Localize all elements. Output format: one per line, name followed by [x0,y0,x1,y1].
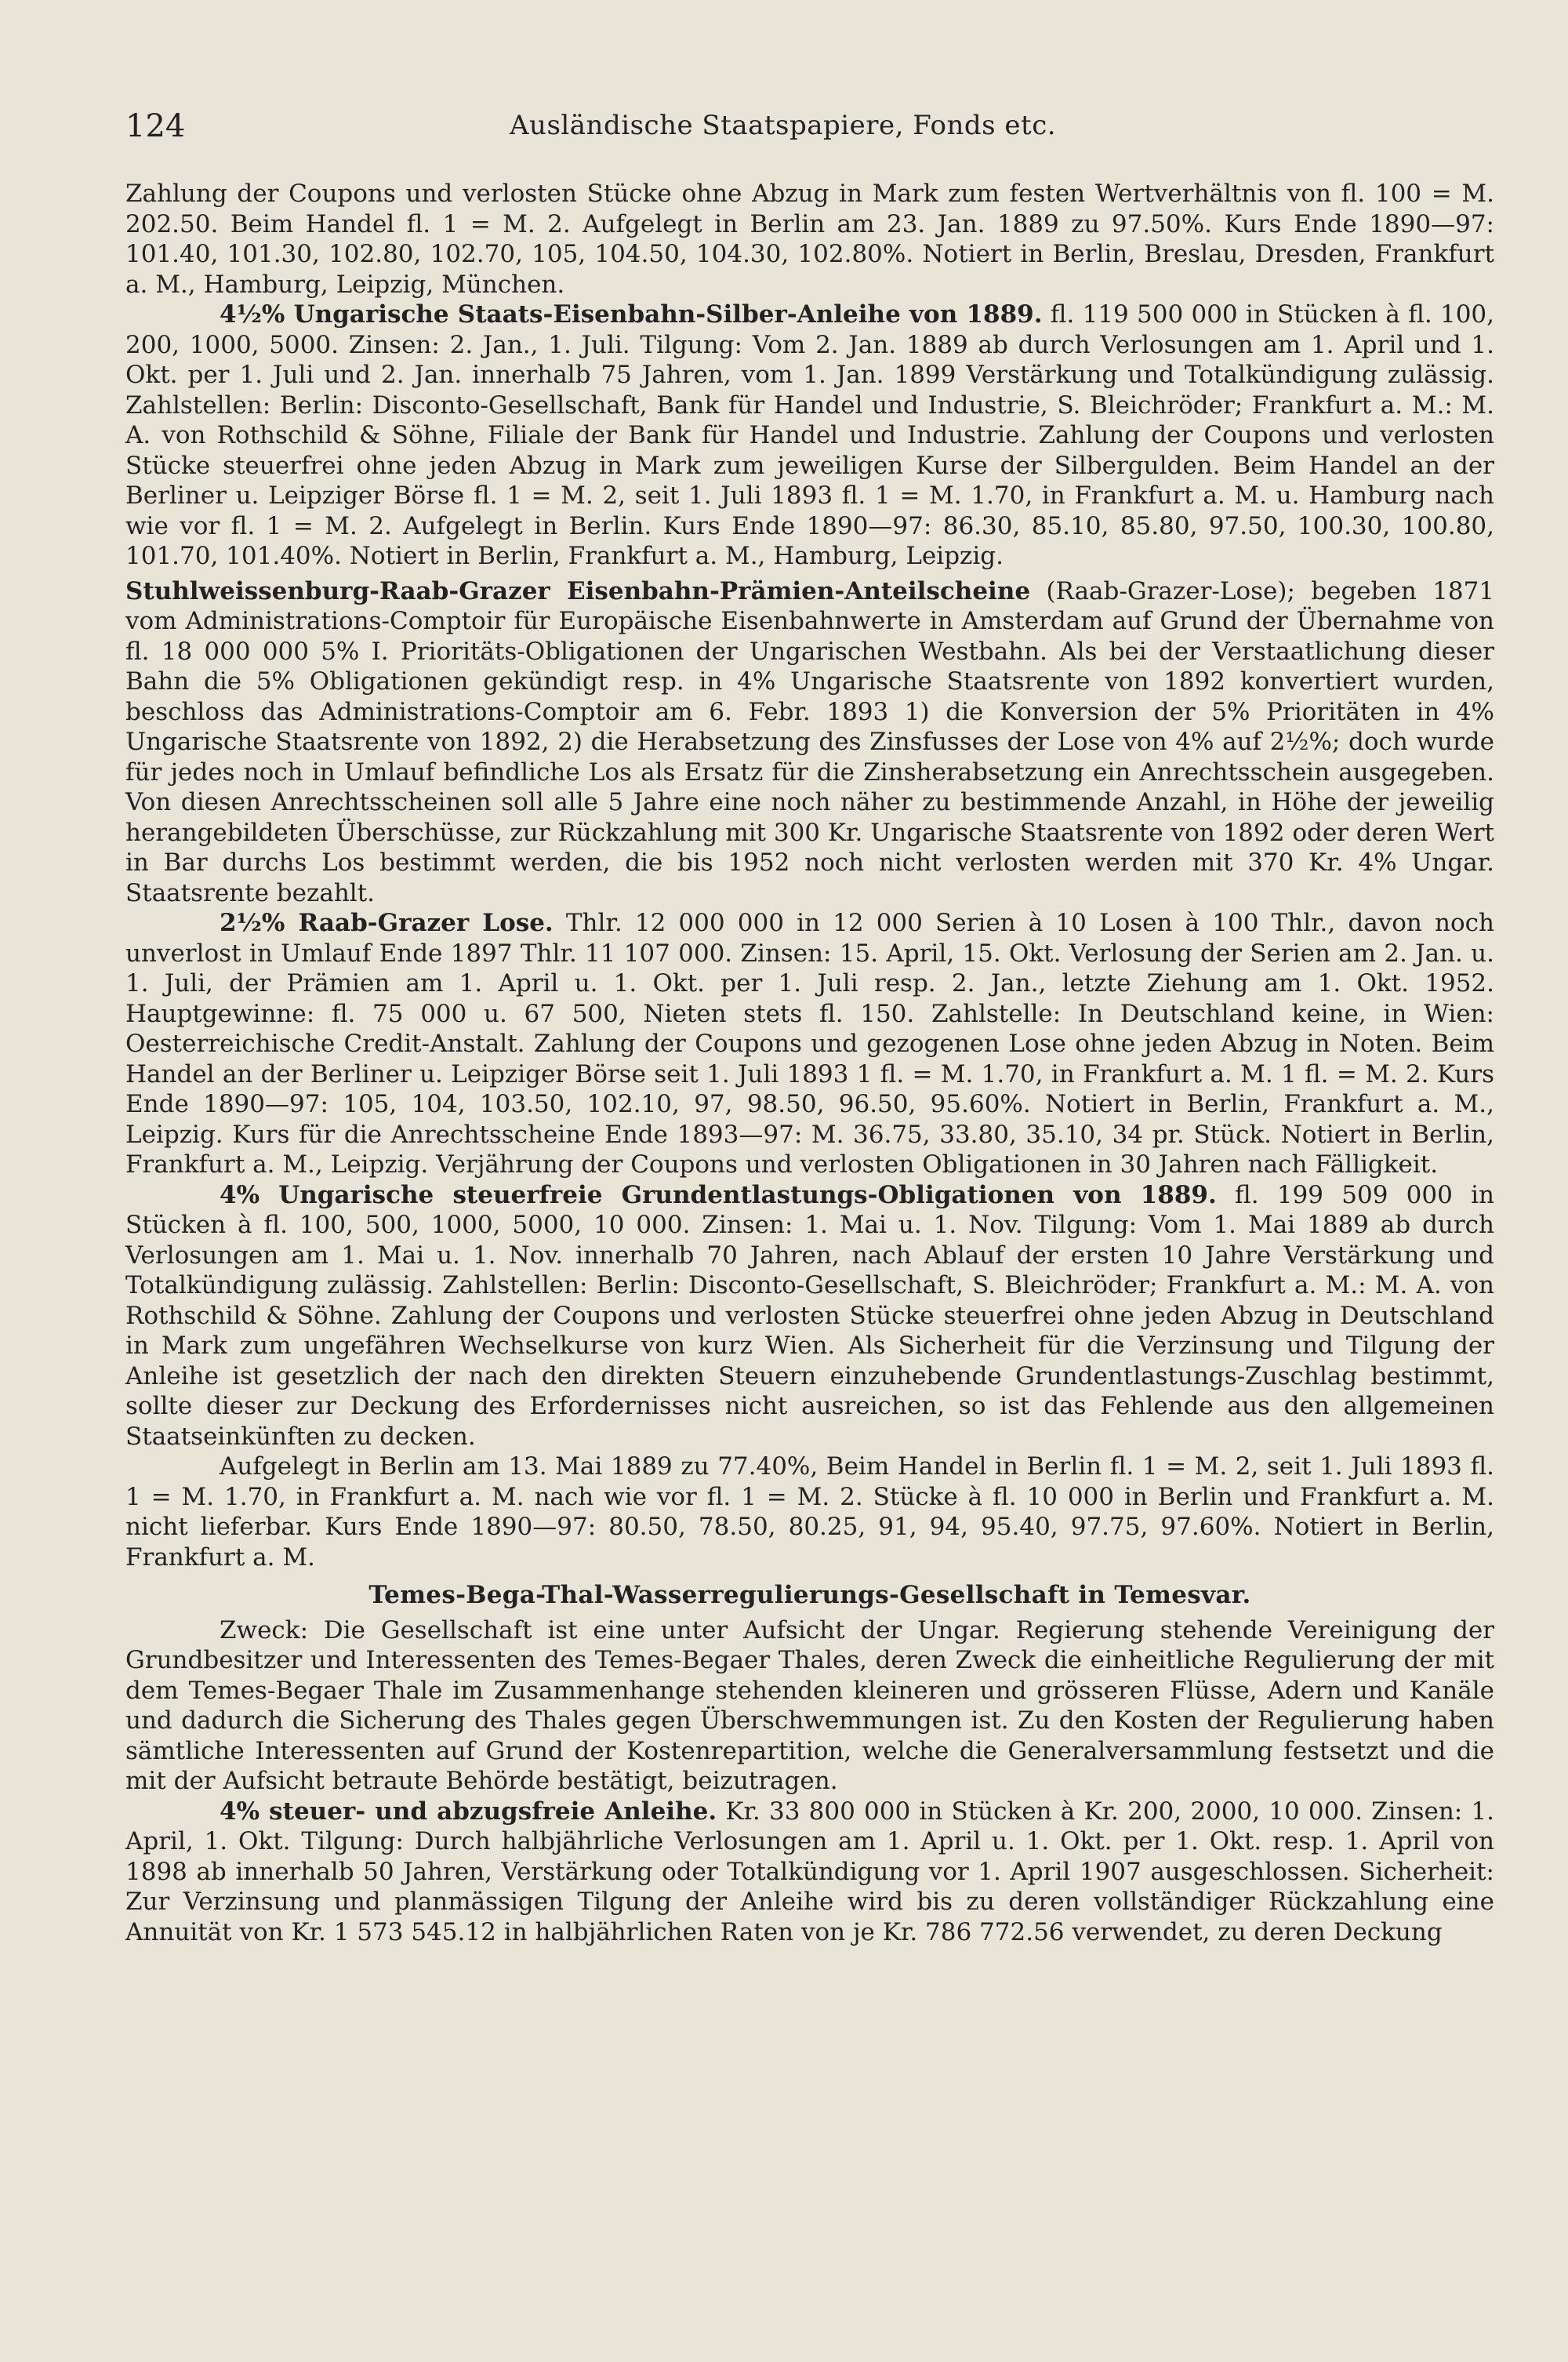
entry-body: Kr. 33 800 000 in Stücken à Kr. 200, 2000, 10 000. Zinsen: 1. April, 1. Okt. Tilgung: Durch halbjährliche Verlosungen am 1. April u. 1. Okt. per 1. Okt. resp. 1. April von 1898 ab innerhalb 50 Jahren, Verstärkung oder Totalkündigung vor 1. April 1907 ausgeschlossen. Sicherheit: Zur Verzinsung und planmässigen Tilgung der Anleihe wird bis zu deren vollständiger Rückzahlung eine Annuität von Kr. 1 573 545.12 in halbjährlichen Raten von je Kr. 786 772.56 verwendet, zu deren Deckung [125,1797,1495,1946]
entry-raab-grazer-lose [125,908,1494,1180]
entry-title: 4% Ungarische steuerfreie Grundentlastungs-Obligationen von 1889. [220,1180,1217,1209]
page-header [125,108,1505,147]
entry-ungarische-silber-anleihe [125,300,1494,572]
entry-body: fl. 119 500 000 in Stücken à fl. 100, 200, 1000, 5000. Zinsen: 2. Jan., 1. Juli. Tilgung: Vom 2. Jan. 1889 ab durch Verlosungen am 1. April und 1. Okt. per 1. Juli und 2. Jan. innerhalb 75 Jahren, vom 1. Jan. 1899 Verstärkung und Totalkündigung zulässig. Zahlstellen: Berlin: Disconto-Gesellschaft, Bank für Handel und Industrie, S. Bleichröder; Frankfurt a. M.: M. A. von Rothschild & Söhne, Filiale der Bank für Handel und Industrie. Zahlung der Coupons und verlosten Stücke steuerfrei ohne jeden Abzug in Mark zum jeweiligen Kurse der Silbergulden. Beim Handel an der Berliner u. Leipziger Börse fl. 1 = M. 2, seit 1. Juli 1893 fl. 1 = M. 1.70, in Frankfurt a. M. u. Hamburg nach wie vor fl. 1 = M. 2. Aufgelegt in Berlin. Kurs Ende 1890—97: 86.30, 85.10, 85.80, 97.50, 100.30, 100.80, 101.70, 101.40%. Notiert in Berlin, Frankfurt a. M., Hamburg, Leipzig. [125,300,1494,570]
entry-grundentlastungs-obligationen [125,1180,1494,1452]
paragraph-zweck: Zweck: Die Gesellschaft ist eine unter Aufsicht der Ungar. Regierung stehende Vereinigung der Grundbesitzer und Interessenten des Temes-Begaer Thales, deren Zweck die einheitliche Regulierung der mit dem Temes-Begaer Thale im Zusammenhange stehenden kleineren und grösseren Flüsse, Adern und Kanäle und dadurch die Sicherung des Thales gegen Überschwemmungen ist. Zu den Kosten der Regulierung haben sämtliche Interessenten auf Grund der Kostenrepartition, welche die Generalversammlung festsetzt und die mit der Aufsicht betraute Behörde bestätigt, beizutragen. [125,1615,1494,1795]
section-heading: Temes-Bega-Thal-Wasserregulierungs-Gesellschaft in Temesvar. [368,1581,1251,1609]
page-number: 124 [125,108,186,144]
entry-raab-grazer-anteilscheine [125,576,1494,909]
entry-body: (Raab-Grazer-Lose); begeben 1871 vom Administrations-Comptoir für Europäische Eisenbahnwerte in Amsterdam auf Grund der Übernahme von fl. 18 000 000 5% I. Prioritäts-Obligationen der Ungarischen Westbahn. Als bei der Verstaatlichung dieser Bahn die 5% Obligationen gekündigt resp. in 4% Ungarische Staatsrente von 1892 konvertiert wurden, beschloss das Administrations-Comptoir am 6. Febr. 1893 1) die Konversion der 5% Prioritäten in 4% Ungarische Staatsrente von 1892, 2) die Herabsetzung des Zinsfusses der Lose von 4% auf 2½%; doch wurde für jedes noch in Umlauf befindliche Los als Ersatz für die Zinsherabsetzung ein Anrechtsschein ausgegeben. Von diesen Anrechtsscheinen soll alle 5 Jahre eine noch näher zu bestimmende Anzahl, in Höhe der jeweilig herangebildeten Überschüsse, zur Rückzahlung mit 300 Kr. Ungarische Staatsrente von 1892 oder deren Wert in Bar durchs Los bestimmt werden, die bis 1952 noch nicht verlosten werden mit 370 Kr. 4% Ungar. Staatsrente bezahlt. [125,576,1495,907]
entry-temes-bega-anleihe [125,1797,1494,1948]
paragraph-aufgelegt: Aufgelegt in Berlin am 13. Mai 1889 zu 77.40%, Beim Handel in Berlin fl. 1 = M. 2, seit 1. Juli 1893 fl. 1 = M. 1.70, in Frankfurt a. M. nach wie vor fl. 1 = M. 2. Stücke à fl. 10 000 in Berlin und Frankfurt a. M. nicht lieferbar. Kurs Ende 1890—97: 80.50, 78.50, 80.25, 91, 94, 95.40, 97.75, 97.60%. Notiert in Berlin, Frankfurt a. M. [125,1452,1494,1572]
entry-body: fl. 199 509 000 in Stücken à fl. 100, 500, 1000, 5000, 10 000. Zinsen: 1. Mai u. 1. Nov. Tilgung: Vom 1. Mai 1889 ab durch Verlosungen am 1. Mai u. 1. Nov. innerhalb 70 Jahren, nach Ablauf der ersten 10 Jahre Verstärkung und Totalkündigung zulässig. Zahlstellen: Berlin: Disconto-Gesellschaft, S. Bleichröder; Frankfurt a. M.: M. A. von Rothschild & Söhne. Zahlung der Coupons und verlosten Stücke steuerfrei ohne jeden Abzug in Deutschland in Mark zum ungefähren Wechselkurse von kurz Wien. Als Sicherheit für die Verzinsung und Tilgung der Anleihe ist gesetzlich der nach den direkten Steuern einzuhebende Grundentlastungs-Zuschlag bestimmt, sollte dieser zur Deckung des Erfordernisses nicht ausreichen, so ist das Fehlende aus den allgemeinen Staatseinkünften zu decken. [125,1180,1494,1451]
entry-title: 2½% Raab-Grazer Lose. [220,909,554,937]
entry-title: 4% steuer- und abzugsfreie Anleihe. [220,1797,717,1826]
entry-title: Stuhlweissenburg-Raab-Grazer Eisenbahn-Prämien-Anteilscheine [125,576,1031,605]
body-text [125,179,1494,1947]
running-head: Ausländische Staatspapiere, Fonds etc. [510,110,1057,141]
entry-body: Thlr. 12 000 000 in 12 000 Serien à 10 Losen à 100 Thlr., davon noch unverlost in Umlauf Ende 1897 Thlr. 11 107 000. Zinsen: 15. April, 15. Okt. Verlosung der Serien am 2. Jan. u. 1. Juli, der Prämien am 1. April u. 1. Okt. per 1. Juli resp. 2. Jan., letzte Ziehung am 1. Okt. 1952. Hauptgewinne: fl. 75 000 u. 67 500, Nieten stets fl. 150. Zahlstelle: In Deutschland keine, in Wien: Oesterreichische Credit-Anstalt. Zahlung der Coupons und gezogenen Lose ohne jeden Abzug in Noten. Beim Handel an der Berliner u. Leipziger Börse seit 1. Juli 1893 1 fl. = M. 1.70, in Frankfurt a. M. 1 fl. = M. 2. Kurs Ende 1890—97: 105, 104, 103.50, 102.10, 97, 98.50, 96.50, 95.60%. Notiert in Berlin, Frankfurt a. M., Leipzig. Kurs für die Anrechtsscheine Ende 1893—97: M. 36.75, 33.80, 35.10, 34 pr. Stück. Notiert in Berlin, Frankfurt a. M., Leipzig. Verjährung der Coupons und verlosten Obligationen in 30 Jahren nach Fälligkeit. [125,909,1494,1179]
paragraph-intro: Zahlung der Coupons und verlosten Stücke ohne Abzug in Mark zum festen Wertverhältnis von fl. 100 = M. 202.50. Beim Handel fl. 1 = M. 2. Aufgelegt in Berlin am 23. Jan. 1889 zu 97.50%. Kurs Ende 1890—97: 101.40, 101.30, 102.80, 102.70, 105, 104.50, 104.30, 102.80%. Notiert in Berlin, Breslau, Dresden, Frankfurt a. M., Hamburg, Leipzig, München. [125,180,1494,299]
entry-title: 4½% Ungarische Staats-Eisenbahn-Silber-Anleihe von 1889. [220,300,1043,329]
